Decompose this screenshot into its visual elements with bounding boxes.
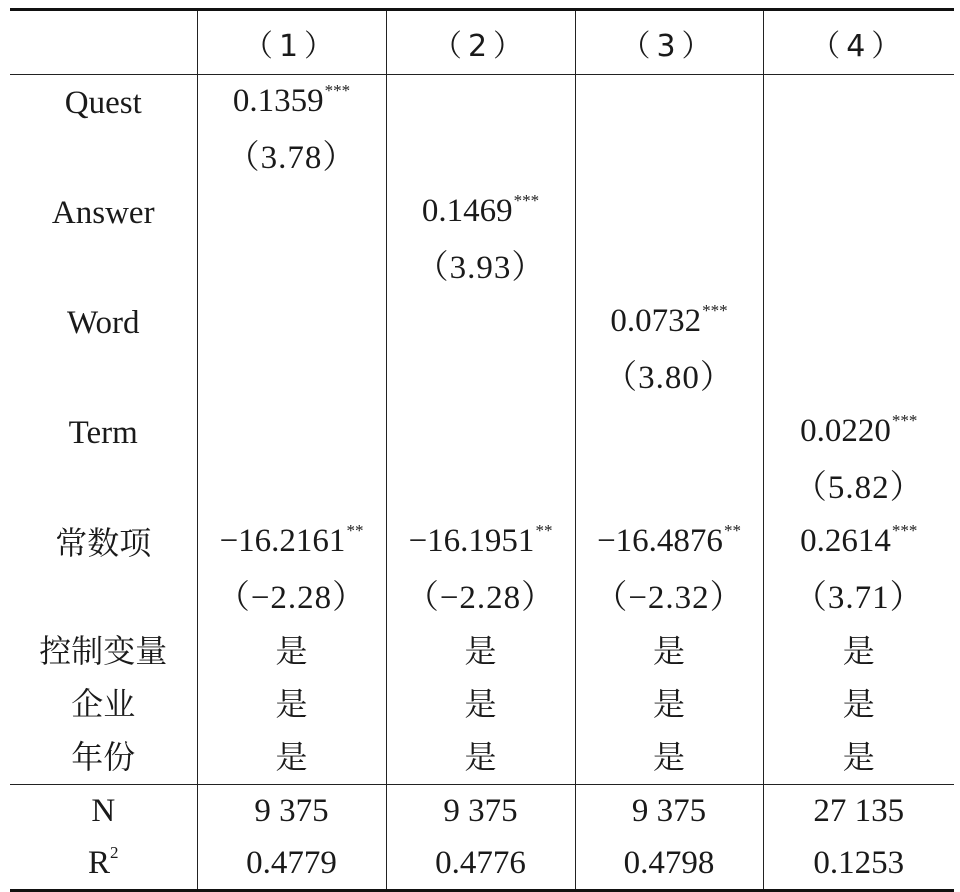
t-statistic-cell bbox=[386, 132, 575, 185]
control-value: 是 bbox=[763, 678, 954, 731]
n-value: 9 375 bbox=[197, 785, 386, 839]
t-statistic-row bbox=[10, 352, 954, 405]
blank-label bbox=[10, 132, 197, 185]
t-statistic-cell bbox=[197, 242, 386, 295]
significance-stars: *** bbox=[324, 81, 351, 100]
coefficient-row bbox=[10, 295, 954, 352]
blank-label bbox=[10, 572, 197, 625]
header-row bbox=[10, 10, 954, 75]
column-header-1: （1） bbox=[197, 10, 386, 75]
coefficient-cell bbox=[763, 185, 954, 242]
significance-stars: ** bbox=[346, 521, 364, 540]
r2-superscript: 2 bbox=[110, 843, 119, 862]
coefficient-cell bbox=[197, 405, 386, 462]
r2-value: 0.4776 bbox=[386, 838, 575, 891]
coefficient-value: 0.1469 bbox=[421, 193, 513, 229]
t-statistic-cell bbox=[763, 242, 954, 295]
coefficient-cell bbox=[763, 515, 954, 572]
t-statistic-cell bbox=[575, 242, 763, 295]
t-statistic-cell bbox=[197, 352, 386, 405]
control-value: 是 bbox=[197, 625, 386, 678]
coefficient-cell bbox=[575, 405, 763, 462]
t-statistic-cell bbox=[386, 462, 575, 515]
coefficient-value: 0.1359 bbox=[232, 83, 324, 119]
significance-stars: *** bbox=[891, 521, 918, 540]
coefficient-value: 0.2614 bbox=[800, 523, 891, 559]
coefficient-cell bbox=[575, 75, 763, 133]
r2-value: 0.4798 bbox=[575, 838, 763, 891]
t-statistic-cell bbox=[575, 132, 763, 185]
coefficient-cell bbox=[763, 405, 954, 462]
n-value: 9 375 bbox=[575, 785, 763, 839]
t-statistic-row bbox=[10, 572, 954, 625]
coefficient-cell bbox=[386, 295, 575, 352]
control-row bbox=[10, 731, 954, 785]
coefficient-cell bbox=[197, 295, 386, 352]
r2-label: R bbox=[87, 845, 110, 881]
coefficient-cell bbox=[575, 295, 763, 352]
header-corner bbox=[10, 10, 197, 75]
t-statistic-cell bbox=[763, 352, 954, 405]
t-statistic-cell bbox=[763, 132, 954, 185]
n-value: 9 375 bbox=[386, 785, 575, 839]
control-value: 是 bbox=[386, 625, 575, 678]
column-header-2: （2） bbox=[386, 10, 575, 75]
coefficient-value: −16.1951 bbox=[408, 523, 535, 559]
controls-section bbox=[10, 625, 954, 785]
column-header-3: （3） bbox=[575, 10, 763, 75]
coefficient-row bbox=[10, 185, 954, 242]
r2-value: 0.1253 bbox=[763, 838, 954, 891]
control-row bbox=[10, 678, 954, 731]
coefficient-row bbox=[10, 75, 954, 133]
coefficient-value: 0.0732 bbox=[610, 303, 702, 339]
control-value: 是 bbox=[386, 678, 575, 731]
control-value: 是 bbox=[575, 625, 763, 678]
row-label bbox=[10, 838, 197, 891]
control-label: 年份 bbox=[71, 738, 136, 776]
n-value: 27 135 bbox=[763, 785, 954, 839]
n-row bbox=[10, 785, 954, 839]
coefficient-value: −16.4876 bbox=[597, 523, 723, 559]
column-header-4: （4） bbox=[763, 10, 954, 75]
coefficient-cell bbox=[197, 515, 386, 572]
control-value: 是 bbox=[197, 678, 386, 731]
variable-label: Answer bbox=[51, 195, 155, 231]
significance-stars: *** bbox=[513, 191, 540, 210]
control-value: 是 bbox=[575, 678, 763, 731]
variable-label: Quest bbox=[64, 85, 142, 121]
coefficient-value: −16.2161 bbox=[219, 523, 346, 559]
significance-stars: ** bbox=[535, 521, 553, 540]
t-statistic-cell: （3.93） bbox=[386, 242, 575, 295]
r2-row bbox=[10, 838, 954, 891]
variable-label: 常数项 bbox=[55, 524, 152, 562]
coefficient-cell bbox=[763, 75, 954, 133]
coefficient-cell bbox=[197, 75, 386, 133]
t-statistic-row bbox=[10, 132, 954, 185]
variable-label: Term bbox=[68, 415, 138, 451]
significance-stars: *** bbox=[891, 411, 918, 430]
control-value: 是 bbox=[197, 731, 386, 785]
coefficient-cell bbox=[386, 515, 575, 572]
significance-stars: *** bbox=[702, 301, 728, 320]
regression-table bbox=[10, 8, 954, 892]
r2-value: 0.4779 bbox=[197, 838, 386, 891]
variable-label: Word bbox=[67, 305, 140, 341]
t-statistic-row bbox=[10, 242, 954, 295]
t-statistic-row bbox=[10, 462, 954, 515]
blank-label bbox=[10, 242, 197, 295]
coefficient-section bbox=[10, 75, 954, 626]
coefficient-cell bbox=[575, 185, 763, 242]
t-statistic-cell bbox=[575, 462, 763, 515]
t-statistic-cell bbox=[386, 352, 575, 405]
control-row bbox=[10, 625, 954, 678]
control-value: 是 bbox=[386, 731, 575, 785]
t-statistic-cell bbox=[197, 462, 386, 515]
t-statistic-cell: （−2.28） bbox=[386, 572, 575, 625]
t-statistic-cell: （5.82） bbox=[763, 462, 954, 515]
control-value: 是 bbox=[763, 731, 954, 785]
significance-stars: ** bbox=[723, 521, 741, 540]
coefficient-cell bbox=[386, 185, 575, 242]
blank-label bbox=[10, 462, 197, 515]
coefficient-cell bbox=[386, 405, 575, 462]
coefficient-row bbox=[10, 515, 954, 572]
coefficient-cell bbox=[575, 515, 763, 572]
t-statistic-cell: （3.78） bbox=[197, 132, 386, 185]
statistics-section bbox=[10, 785, 954, 891]
coefficient-cell bbox=[386, 75, 575, 133]
t-statistic-cell: （3.71） bbox=[763, 572, 954, 625]
t-statistic-cell: （−2.28） bbox=[197, 572, 386, 625]
coefficient-cell bbox=[197, 185, 386, 242]
control-value: 是 bbox=[763, 625, 954, 678]
blank-label bbox=[10, 352, 197, 405]
coefficient-row bbox=[10, 405, 954, 462]
control-label: 企业 bbox=[71, 685, 136, 723]
coefficient-value: 0.0220 bbox=[800, 413, 891, 449]
control-label: 控制变量 bbox=[39, 632, 168, 670]
t-statistic-cell: （−2.32） bbox=[575, 572, 763, 625]
row-label: N bbox=[10, 785, 197, 839]
coefficient-cell bbox=[763, 295, 954, 352]
t-statistic-cell: （3.80） bbox=[575, 352, 763, 405]
control-value: 是 bbox=[575, 731, 763, 785]
